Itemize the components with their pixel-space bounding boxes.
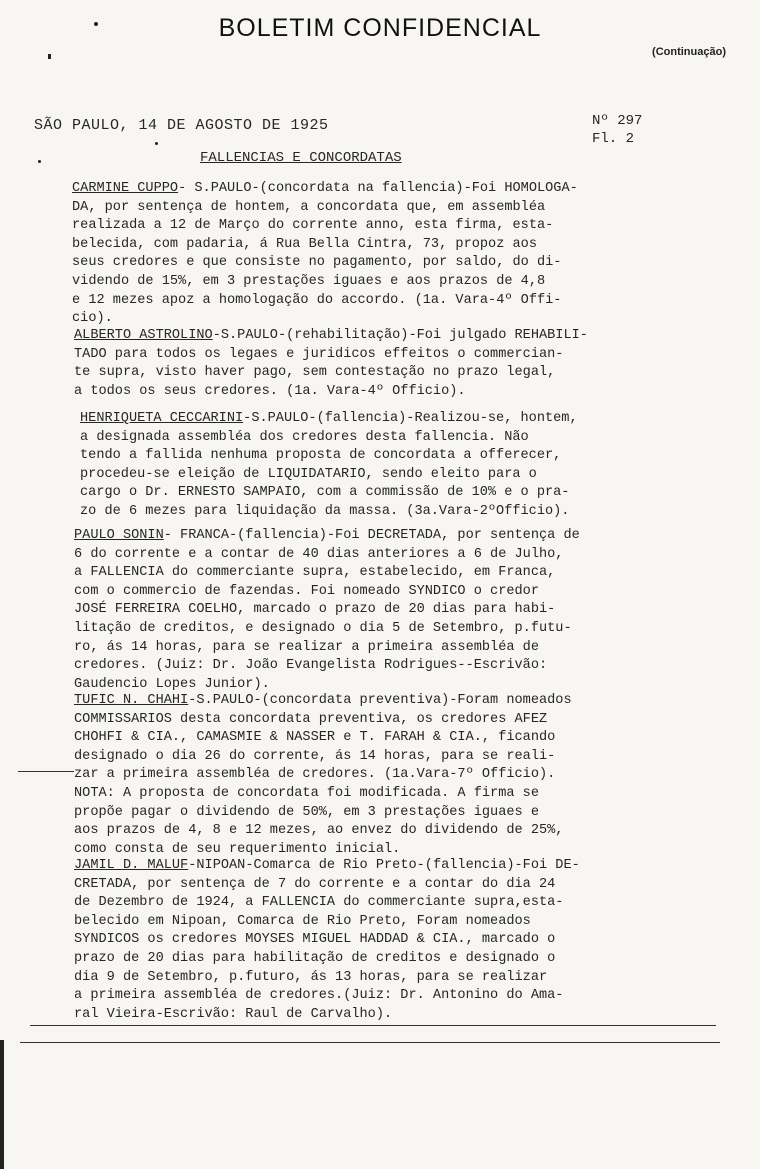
entry-line: TADO para todos os legaes e juridicos effeitos o commercian-: [74, 346, 564, 362]
entry-alberto-astrolino: [74, 327, 588, 401]
entry-line: procedeu-se eleição de LIQUIDATARIO, sendo eleito para o: [80, 466, 537, 482]
dateline: SÃO PAULO, 14 DE AGOSTO DE 1925: [34, 117, 329, 134]
entry-line: JOSÉ FERREIRA COELHO, marcado o prazo de 20 dias para habi-: [74, 602, 556, 618]
sheet-number: Fl. 2: [592, 131, 635, 147]
bulletin-title: BOLETIM CONFIDENCIAL: [218, 14, 542, 42]
scan-edge-mark: [0, 1040, 4, 1169]
entry-line: 6 do corrente e a contar de 40 dias anteriores a 6 de Julho,: [74, 546, 564, 562]
entry-paulo-sonin: [74, 527, 580, 694]
entry-line: cio).: [72, 311, 113, 327]
entry-line: -S.PAULO-(concordata preventiva)-Foram nomeados: [188, 693, 572, 708]
entry-line: te supra, visto haver pago, sem contestação no prazo legal,: [74, 365, 556, 381]
entry-line: Gaudencio Lopes Junior).: [74, 676, 270, 692]
section-title: FALLENCIAS E CONCORDATAS: [200, 150, 402, 166]
speck: [94, 22, 98, 26]
bulletin-number: Nº 297: [592, 113, 643, 129]
entry-line: - FRANCA-(fallencia)-Foi DECRETADA, por sentença de: [163, 528, 580, 543]
entry-line: -S.PAULO-(rehabilitação)-Foi julgado REHABILI-: [212, 328, 588, 343]
entry-line: a primeira assembléa de credores.(Juiz: Dr. Antonino do Ama-: [74, 988, 564, 1004]
entry-line: dia 9 de Setembro, p.futuro, ás 13 horas, para se realizar: [74, 969, 548, 985]
entry-tufic-chahi: [74, 692, 572, 859]
entry-line: como consta de seu requerimento inicial.: [74, 841, 401, 857]
entry-line: -NIPOAN-Comarca de Rio Preto-(fallencia)-Foi DE-: [188, 858, 580, 873]
entry-line: realizada a 12 de Março do corrente anno, esta firma, esta-: [72, 218, 554, 234]
entry-line: ro, ás 14 horas, para se realizar a primeira assembléa de: [74, 639, 539, 655]
entry-name: PAULO SONIN: [74, 528, 164, 543]
entry-line: NOTA: A proposta de concordata foi modificada. A firma se: [74, 785, 539, 801]
entry-line: cargo o Dr. ERNESTO SAMPAIO, com a commissão de 10% e o pra-: [80, 485, 570, 501]
entry-name: JAMIL D. MALUF: [74, 858, 189, 873]
entry-name: HENRIQUETA CECCARINI: [80, 411, 244, 426]
entry-line: videndo de 15%, em 3 prestações iguaes e aos prazos de 4,8: [72, 273, 546, 289]
entry-name: ALBERTO ASTROLINO: [74, 328, 213, 343]
entry-line: CRETADA, por sentença de 7 do corrente e a contar do dia 24: [74, 876, 556, 892]
entry-line: zo de 6 mezes para liquidação da massa. (3a.Vara-2ºOfficio).: [80, 503, 570, 519]
entry-jamil-maluf: [74, 857, 580, 1024]
speck: [155, 142, 158, 145]
entry-line: COMMISSARIOS desta concordata preventiva, os credores AFEZ: [74, 711, 548, 727]
entry-line: CHOHFI & CIA., CAMASMIE & NASSER e T. FARAH & CIA., ficando: [74, 730, 556, 746]
entry-line: com o commercio de fazendas. Foi nomeado SYNDICO o credor: [74, 583, 539, 599]
entry-name: TUFIC N. CHAHI: [74, 693, 189, 708]
entry-line: belecida, com padaria, á Rua Bella Cintra, 73, propoz aos: [72, 236, 537, 252]
entry-line: e 12 mezes apoz a homologação do accordo. (1a. Vara-4º Offi-: [72, 292, 562, 308]
entry-line: litação de creditos, e designado o dia 5 de Setembro, p.futu-: [74, 620, 572, 636]
entry-line: - S.PAULO-(concordata na fallencia)-Foi HOMOLOGA-: [178, 181, 578, 196]
entry-line: belecido em Nipoan, Comarca de Rio Preto, Foram nomeados: [74, 913, 531, 929]
entry-line: seus credores e que consiste no pagamento, por saldo, do di-: [72, 255, 562, 271]
entry-name: CARMINE CUPPO: [72, 181, 179, 196]
entry-line: -S.PAULO-(fallencia)-Realizou-se, hontem,: [243, 411, 578, 426]
entry-line: a todos os seus credores. (1a. Vara-4º Officio).: [74, 383, 466, 399]
entry-carmine-cuppo: [72, 180, 578, 329]
entry-line: SYNDICOS os credores MOYSES MIGUEL HADDAD & CIA., marcado o: [74, 932, 556, 948]
entry-line: tendo a fallida nenhuma proposta de concordata a offerecer,: [80, 448, 562, 464]
entry-line: zar a primeira assembléa de credores. (1a.Vara-7º Officio).: [74, 767, 556, 783]
entry-line: a designada assembléa dos credores desta fallencia. Não: [80, 429, 529, 445]
entry-henriqueta-ceccarini: [80, 410, 578, 522]
entry-line: ral Vieira-Escrivão: Raul de Carvalho).: [74, 1006, 393, 1022]
entry-line: credores. (Juiz: Dr. João Evangelista Rodrigues--Escrivão:: [74, 658, 548, 674]
closing-rule-top: [30, 1025, 716, 1026]
entry-line: aos prazos de 4, 8 e 12 mezes, ao envez do dividendo de 25%,: [74, 823, 564, 839]
margin-stroke: [18, 771, 74, 772]
entry-line: DA, por sentença de hontem, a concordata que, em assembléa: [72, 199, 546, 215]
entry-line: a FALLENCIA do commerciante supra, estabelecido, em Franca,: [74, 565, 556, 581]
closing-rule-bottom: [20, 1042, 720, 1043]
entry-line: de Dezembro de 1924, a FALLENCIA do commerciante supra,esta-: [74, 895, 564, 911]
continuation-note: (Continuação): [652, 46, 726, 58]
speck: [48, 54, 51, 59]
speck: [38, 160, 41, 163]
entry-line: prazo de 20 dias para habilitação de creditos e designado o: [74, 950, 556, 966]
entry-line: propõe pagar o dividendo de 50%, em 3 prestações iguaes e: [74, 804, 539, 820]
entry-line: designado o dia 26 do corrente, ás 14 horas, para se reali-: [74, 748, 556, 764]
